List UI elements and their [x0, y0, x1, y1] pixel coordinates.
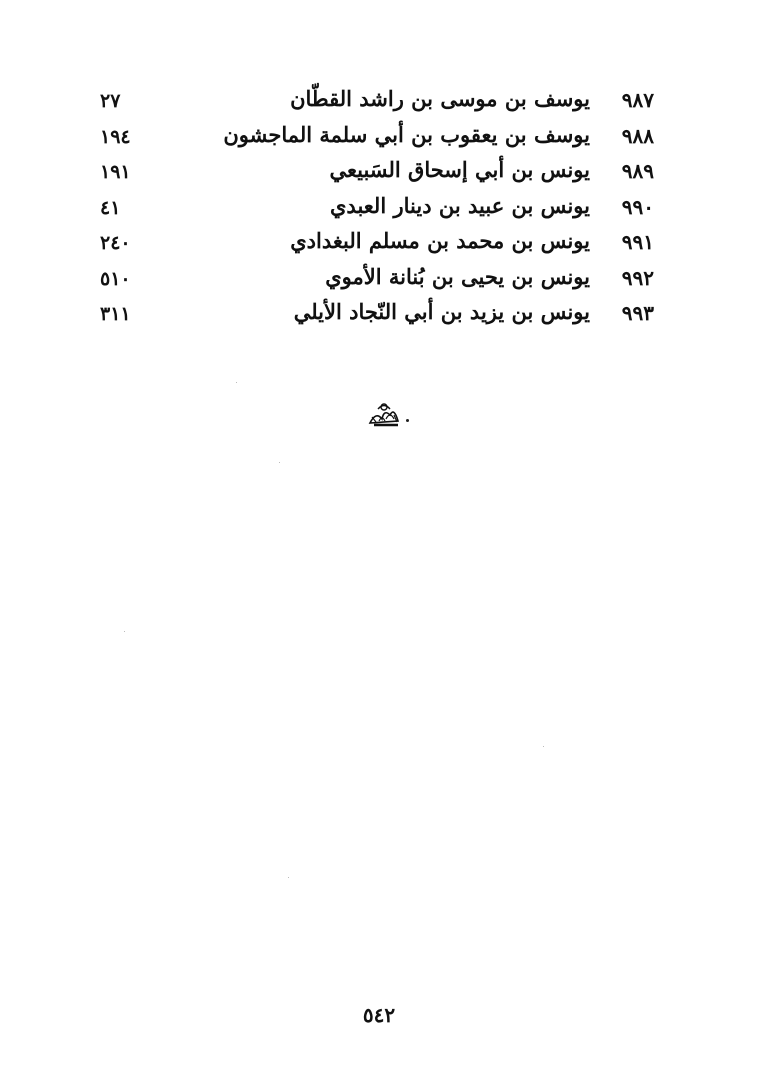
end-ornament-icon	[364, 401, 404, 427]
paper-speck	[543, 746, 544, 747]
entry-name: يونس بن عبيد بن دينار العبدي	[330, 192, 590, 218]
ornament-dot	[406, 419, 409, 422]
entry-number: ٩٨٧	[621, 88, 654, 112]
entry-name: يوسف بن موسى بن راشد القطّان	[290, 86, 590, 111]
entry-name: يونس بن محمد بن مسلم البغدادي	[290, 228, 590, 253]
index-table	[80, 84, 670, 333]
entry-page-reference: ١٩٤	[100, 125, 131, 148]
paper-speck	[236, 382, 237, 383]
entry-number: ٩٩٢	[621, 265, 654, 290]
entry-number: ٩٩١	[621, 230, 654, 254]
entry-name: يوسف بن يعقوب بن أبي سلمة الماجشون	[223, 121, 590, 147]
index-row	[80, 120, 670, 156]
index-row	[80, 262, 670, 298]
entry-number: ٩٨٨	[621, 123, 654, 148]
entry-page-reference: ٥١٠	[100, 267, 131, 290]
entry-number: ٩٩٣	[621, 301, 654, 325]
index-row	[80, 84, 670, 120]
paper-speck	[124, 631, 125, 632]
entry-page-reference: ٢٤٠	[100, 232, 131, 254]
entry-page-reference: ٢٧	[100, 90, 121, 112]
entry-name: يونس بن يحيى بن بُنانة الأموي	[325, 263, 590, 289]
index-row	[80, 226, 670, 262]
page-number: ٥٤٢	[362, 1003, 396, 1027]
paper-speck	[288, 877, 289, 878]
entry-page-reference: ٣١١	[100, 303, 131, 325]
entry-name: يونس بن يزيد بن أبي النّجاد الأيلي	[293, 299, 590, 324]
entry-page-reference: ١٩١	[100, 161, 131, 183]
entry-number: ٩٨٩	[621, 159, 654, 183]
entry-page-reference: ٤١	[100, 196, 121, 219]
index-row	[80, 191, 670, 227]
index-row	[80, 155, 670, 191]
entry-number: ٩٩٠	[621, 194, 654, 219]
paper-speck	[279, 462, 280, 463]
index-row	[80, 297, 670, 333]
entry-name: يونس بن أبي إسحاق السَبيعي	[329, 157, 590, 182]
